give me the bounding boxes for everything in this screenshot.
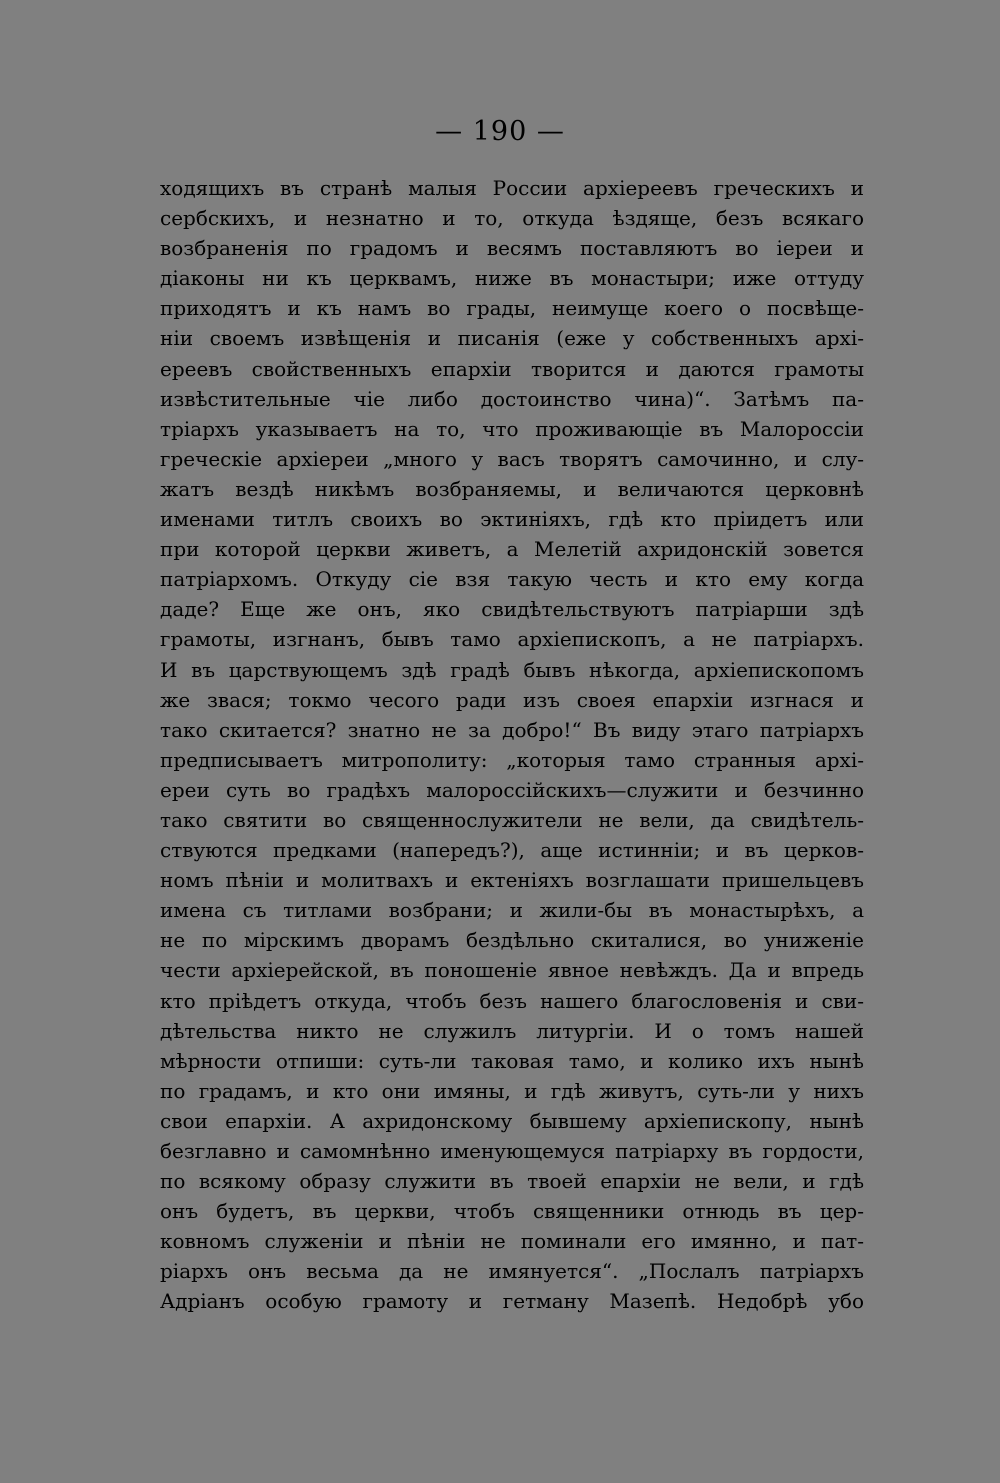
text-line: приходятъ и къ намъ во грады, неимуще коего о посвѣще- [160, 296, 864, 321]
text-line: тріархъ указываетъ на то, что проживающіе въ Малороссіи [160, 416, 864, 441]
text-line: чести архіерейской, въ поношеніе явное невѣждъ. Да и впредь [160, 958, 864, 983]
text-line: извѣстительные чіе либо достоинство чина)“. Затѣмъ па- [160, 386, 864, 411]
page-number: — 190 — [435, 116, 565, 147]
text-line: при которой церкви живетъ, а Мелетій ахридонскій зовется [160, 537, 864, 562]
text-line: ствуются предками (напередъ?), аще истинніи; и въ церков- [160, 838, 864, 863]
text-line: Адріанъ особую грамоту и гетману Мазепѣ. Недобрѣ убо [160, 1289, 864, 1314]
text-line: ходящихъ въ странѣ малыя России архіереевъ греческихъ и [160, 176, 864, 200]
text-line: патріархомъ. Откуду сіе взя такую честь и кто ему когда [160, 567, 864, 592]
text-line: безглавно и самомнѣнно именующемуся патріарху въ гордости, [160, 1139, 864, 1163]
text-line: же звася; токмо чесого ради изъ своея епархіи изгнася и [160, 687, 864, 712]
text-line: по градамъ, и кто они имяны, и гдѣ живутъ, суть-ли у нихъ [160, 1078, 864, 1103]
text-line: грамоты, изгнанъ, бывъ тамо архіепископъ, а не патріархъ. [160, 627, 864, 652]
text-line: греческіе архіереи „много у васъ творятъ самочинно, и слу- [160, 446, 864, 471]
text-line: онъ будетъ, въ церкви, чтобъ священники отнюдь въ цер- [160, 1199, 864, 1224]
text-line: ріархъ онъ весьма да не имянуется“. „Послалъ патріархъ [160, 1259, 864, 1284]
text-line: тако святити во священнослужители не вели, да свидѣтель- [160, 807, 864, 832]
text-line: мѣрности отпиши: суть-ли таковая тамо, и колико ихъ нынѣ [160, 1048, 864, 1073]
text-line: именами титлъ своихъ во эктиніяхъ, гдѣ кто пріидетъ или [160, 507, 864, 532]
text-line: ереевъ свойственныхъ епархіи творится и даются грамоты [160, 356, 864, 381]
body-text [160, 173, 864, 1317]
text-line: тако скитается? знатно не за добро!“ Въ виду этаго патріархъ [160, 717, 864, 742]
text-line: сербскихъ, и незнатно и то, откуда ѣздяще, безъ всякаго [160, 206, 864, 231]
text-line: И въ царствующемъ здѣ градѣ бывъ нѣкогда, архіепископомъ [160, 657, 864, 682]
text-line: даде? Еще же онъ, яко свидѣтельствуютъ патріарши здѣ [160, 597, 864, 622]
text-line: предписываетъ митрополиту: „которыя тамо странныя архі- [160, 747, 864, 772]
text-line: имена съ титлами возбрани; и жили-бы въ монастырѣхъ, а [160, 898, 864, 923]
text-line: не по мірскимъ дворамъ бездѣльно скиталися, во униженіе [160, 928, 864, 953]
text-line: жатъ вездѣ никѣмъ возбраняемы, и величаются церковнѣ [160, 476, 864, 501]
text-line: кто пріѣдетъ откуда, чтобъ безъ нашего благословенія и сви- [160, 988, 864, 1013]
text-line: по всякому образу служити въ твоей епархіи не вели, и гдѣ [160, 1169, 864, 1194]
text-line: ніи своемъ извѣщенія и писанія (еже у собственныхъ архі- [160, 326, 864, 351]
text-line: номъ пѣніи и молитвахъ и ектеніяхъ возглашати пришельцевъ [160, 868, 864, 893]
text-line: ковномъ служеніи и пѣніи не поминали его имянно, и пат- [160, 1229, 864, 1254]
text-line: возбраненія по градомъ и весямъ поставляютъ во іереи и [160, 236, 864, 261]
text-line: свои епархіи. А ахридонскому бывшему архіепископу, нынѣ [160, 1108, 864, 1133]
text-line: дѣтельства никто не служилъ литургіи. И о томъ нашей [160, 1018, 864, 1043]
text-line: ереи суть во градѣхъ малороссійскихъ—служити и безчинно [160, 777, 864, 802]
text-line: діаконы ни къ церквамъ, ниже въ монастыри; иже оттуду [160, 266, 864, 291]
